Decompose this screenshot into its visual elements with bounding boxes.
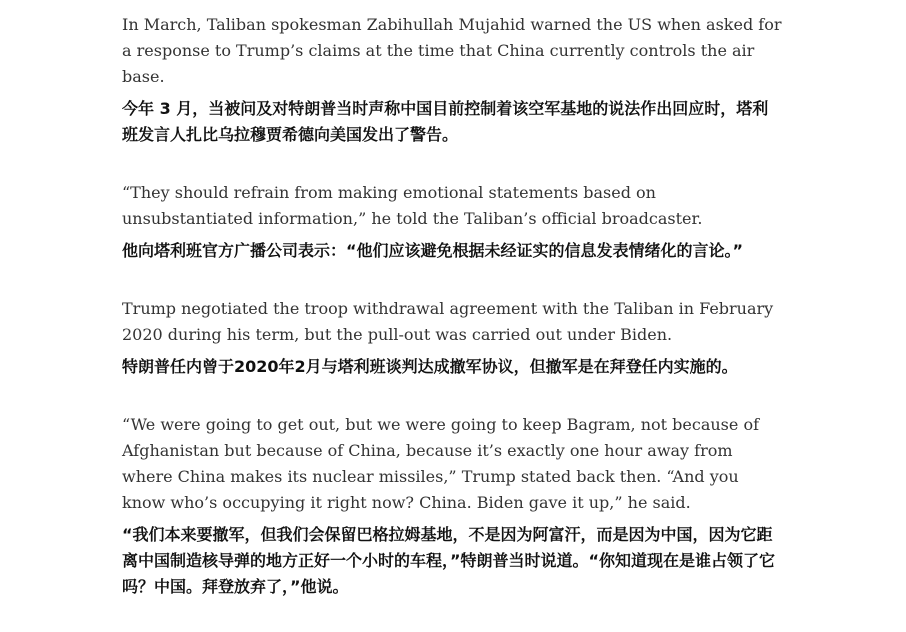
english-paragraph: In March, Taliban spokesman Zabihullah Mujahid warned the US when asked for a response to Trump’s claims at the time that China currently controls the air base. — [122, 15, 782, 86]
bilingual-article — [122, 12, 782, 632]
chinese-translation: 特朗普任内曾于2020年2月与塔利班谈判达成撤军协议，但撤军是在拜登任内实施的。 — [122, 357, 738, 376]
chinese-translation: 今年 3 月，当被问及对特朗普当时声称中国目前控制着该空军基地的说法作出回应时，塔利班发言人扎比乌拉穆贾希德向美国发出了警告。 — [122, 99, 769, 144]
english-paragraph: Trump negotiated the troop withdrawal agreement with the Taliban in February 2020 during his term, but the pull-out was carried out under Biden. — [122, 299, 774, 344]
paragraph-pair-1 — [122, 12, 782, 148]
paragraph-pair-4 — [122, 412, 782, 600]
english-paragraph: “We were going to get out, but we were going to keep Bagram, not because of Afghanistan but because of China, because it’s exactly one hour away from where China makes its nuclear missiles,” Trump stated back then. “And you know who’s occupying it right now? China. Biden gave it up,” he said. — [122, 415, 759, 512]
paragraph-pair-3 — [122, 296, 782, 380]
paragraph-pair-2 — [122, 180, 782, 264]
chinese-translation: “我们本来要撤军，但我们会保留巴格拉姆基地，不是因为阿富汗，而是因为中国，因为它距离中国制造核导弹的地方正好一个小时的车程，”特朗普当时说道。“你知道现在是谁占领了它吗？中国。拜登放弃了，”他说。 — [122, 525, 776, 596]
english-paragraph: “They should refrain from making emotional statements based on unsubstantiated information,” he told the Taliban’s official broadcaster. — [122, 183, 703, 228]
chinese-translation: 他向塔利班官方广播公司表示：“他们应该避免根据未经证实的信息发表情绪化的言论。” — [122, 241, 744, 260]
